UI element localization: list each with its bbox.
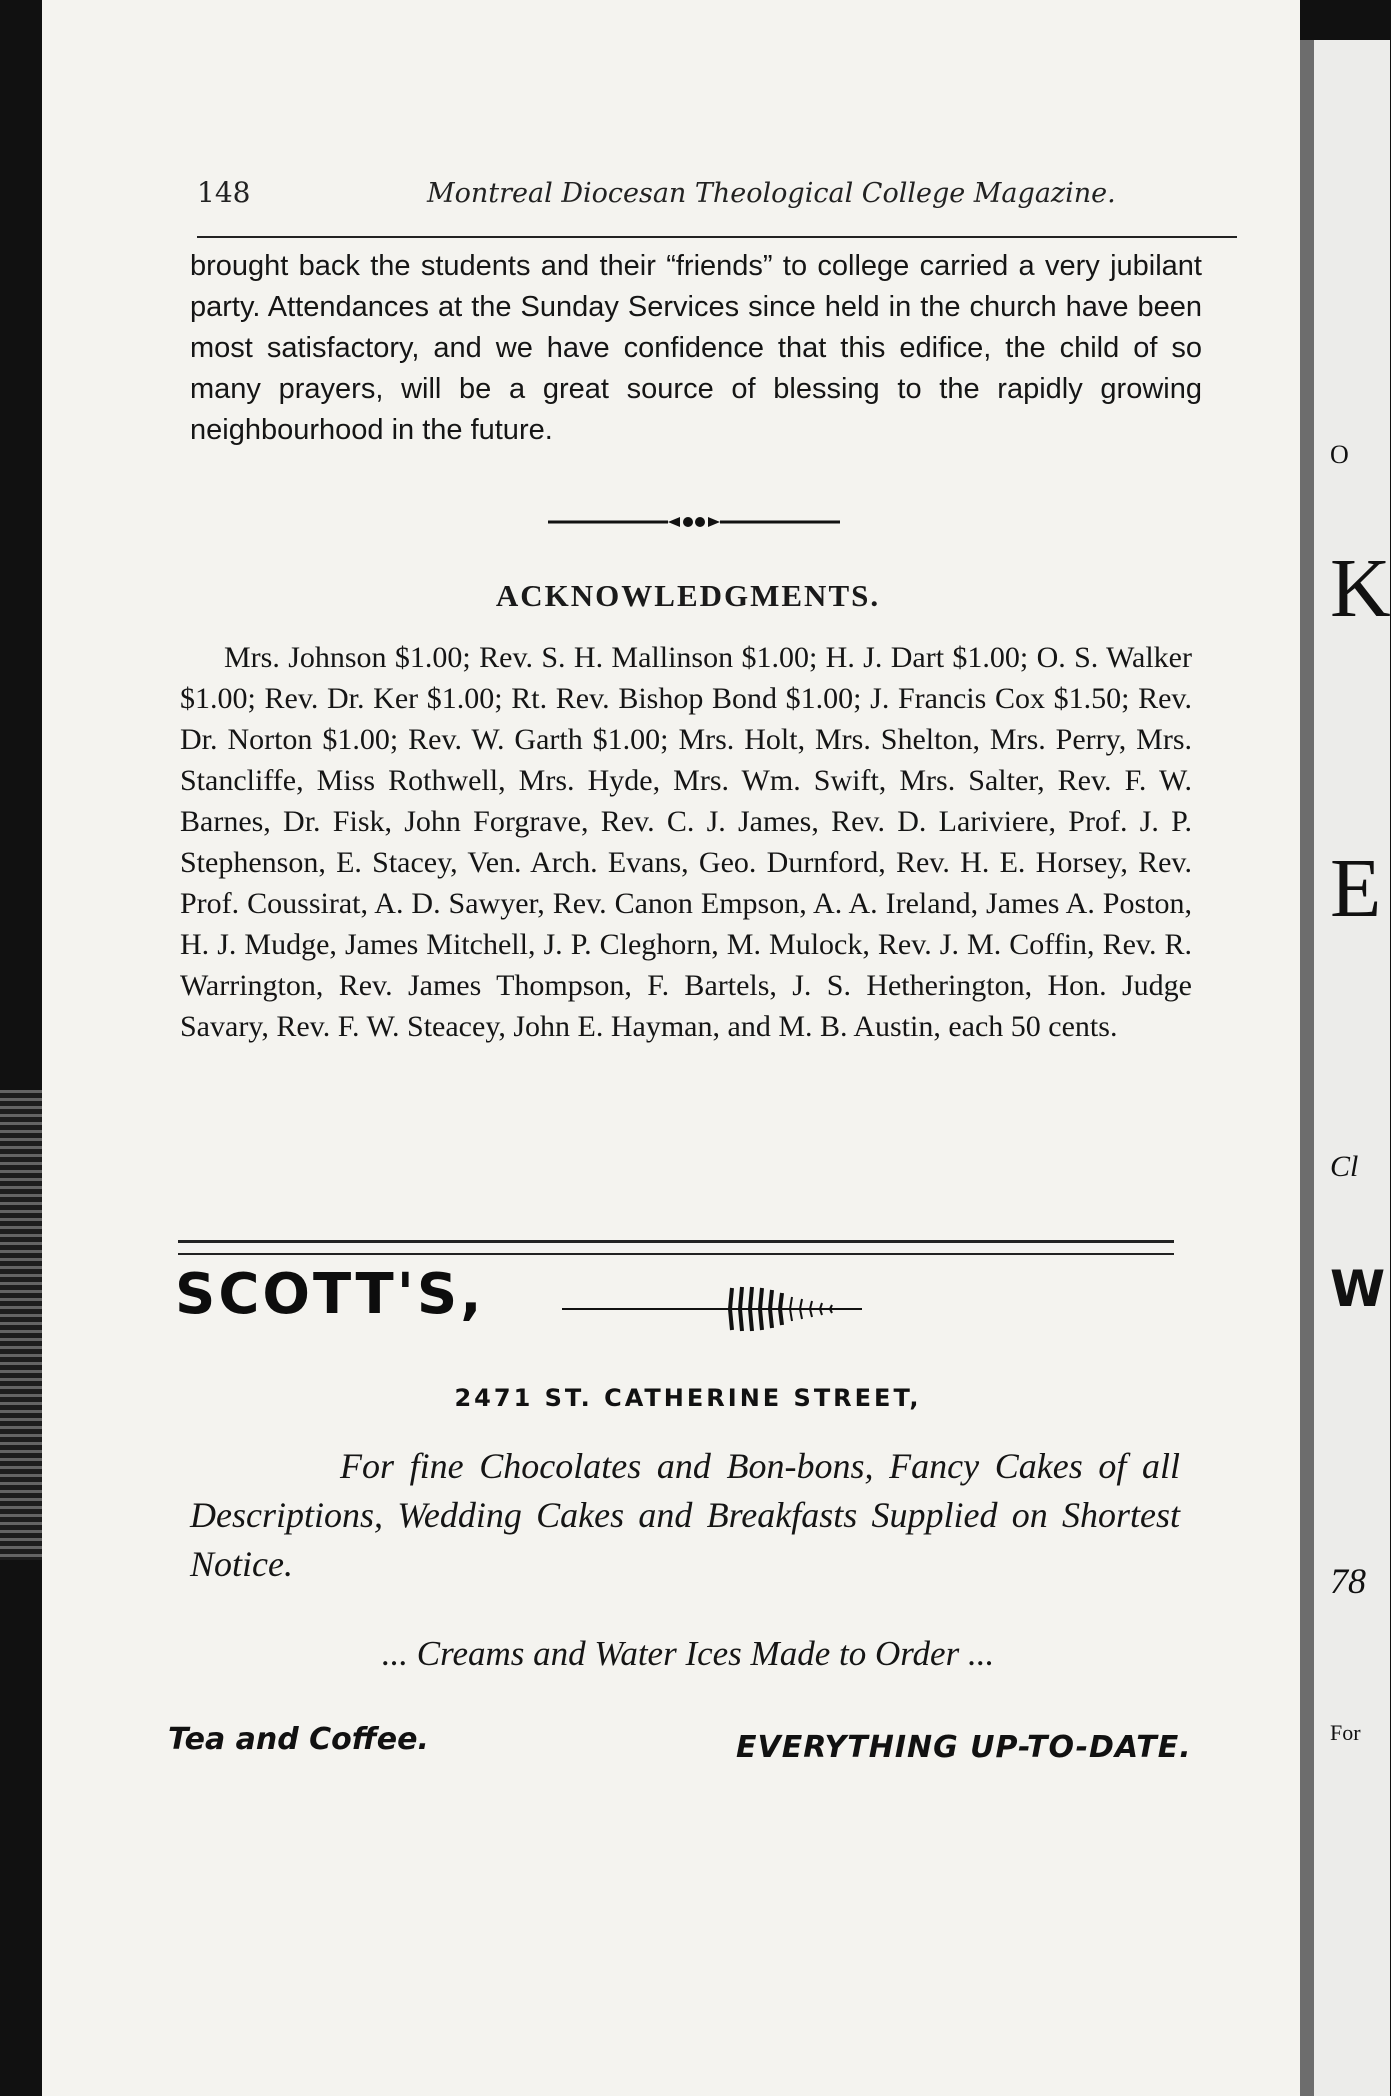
adjacent-fragment: 78: [1330, 1561, 1366, 1601]
adjacent-page-edge: [1300, 40, 1390, 2096]
advertiser-address: 2471 ST. CATHERINE STREET,: [454, 1384, 922, 1412]
advertisement-description: For fine Chocolates and Bon-bons, Fancy Cakes of all Descriptions, Wedding Cakes and Breakfasts Supplied on Shortest Notice.: [190, 1446, 1180, 1584]
adjacent-fragment: W: [1330, 1260, 1386, 1318]
acknowledgments-title: ACKNOWLEDGMENTS.: [495, 578, 881, 613]
page-number: 148: [197, 176, 251, 209]
adjacent-fragment: E: [1330, 842, 1382, 935]
article-paragraph: brought back the students and their “friends” to college carried a very jubilant party. Attendances at the Sunday Services since held in the church have been most satisfactory, and we have confidence that this edifice, the child of so many prayers, will be a great source of blessing to the rapidly growing neighbourhood in the future.: [190, 250, 1202, 446]
acknowledgments-list: Mrs. Johnson $1.00; Rev. S. H. Mallinson $1.00; H. J. Dart $1.00; O. S. Walker $1.00; Rev. Dr. Ker $1.00; Rt. Rev. Bishop Bond $1.00; J. Francis Cox $1.50; Rev. Dr. Norton $1.00; Rev. W. Garth $1.00; Mrs. Holt, Mrs. Shelton, Mrs. Perry, Mrs. Stancliffe, Miss Rothwell, Mrs. Hyde, Mrs. Wm. Swift, Mrs. Salter, Rev. F. W. Barnes, Dr. Fisk, John Forgrave, Rev. C. J. James, Rev. D. Lariviere, Prof. J. P. Stephenson, E. Stacey, Ven. Arch. Evans, Geo. Durnford, Rev. H. E. Horsey, Rev. Prof. Coussirat, A. D. Sawyer, Rev. Canon Empson, A. A. Ireland, James A. Poston, H. J. Mudge, James Mitchell, J. P. Cleghorn, M. Mulock, Rev. J. M. Coffin, Rev. R. Warrington, Rev. James Thompson, F. Bartels, J. S. Hetherington, Hon. Judge Savary, Rev. F. W. Steacey, John E. Hayman, and M. B. Austin, each 50 cents.: [180, 641, 1192, 1043]
double-rule-divider: [178, 1240, 1174, 1255]
adjacent-fragment: For: [1330, 1720, 1361, 1745]
running-title: Montreal Diocesan Theological College Magazine.: [427, 178, 1116, 209]
adjacent-fragment: O: [1330, 440, 1349, 469]
adjacent-fragment: Cl: [1330, 1150, 1359, 1183]
book-binding-edge: [0, 1090, 42, 1560]
ornament-divider: [548, 516, 840, 528]
adjacent-fragment: K: [1330, 542, 1391, 635]
advertiser-name: SCOTT'S,: [175, 1262, 485, 1327]
page-header: [197, 176, 1237, 238]
creams-line: ... Creams and Water Ices Made to Order ...: [381, 1634, 995, 1673]
tea-tagline: Tea and Coffee.: [168, 1722, 429, 1757]
everything-tagline: EVERYTHING UP-TO-DATE.: [736, 1730, 1192, 1765]
feather-flourish: [562, 1284, 880, 1334]
